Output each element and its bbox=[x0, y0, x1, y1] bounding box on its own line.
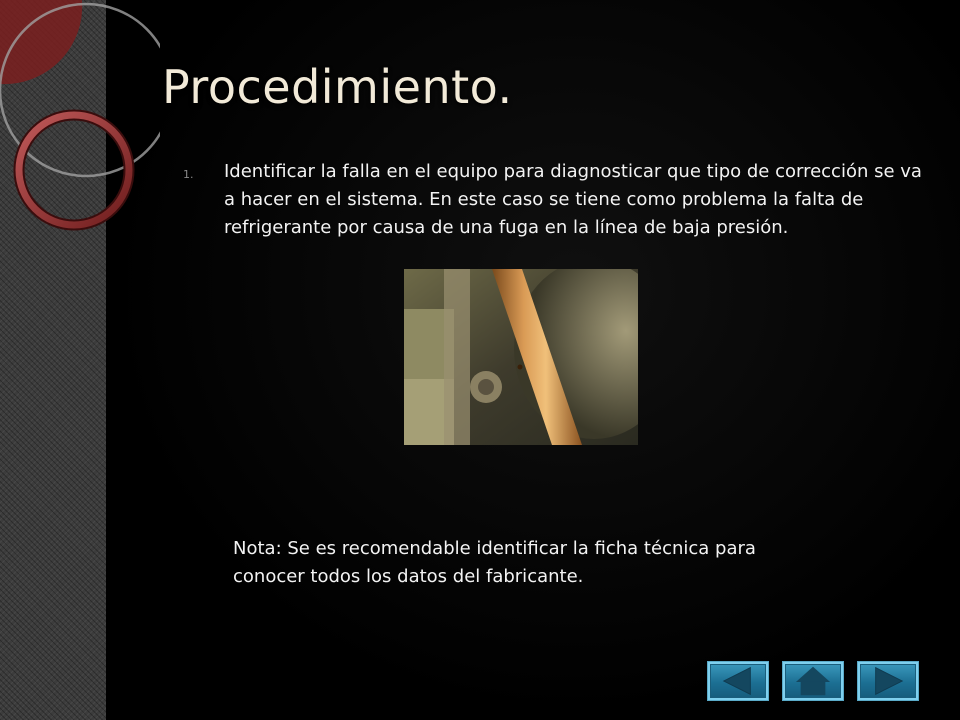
decorative-rings bbox=[0, 0, 160, 240]
triangle-left-icon bbox=[724, 668, 751, 695]
home-button[interactable] bbox=[782, 661, 844, 701]
triangle-right-icon bbox=[876, 668, 903, 695]
slide-title: Procedimiento. bbox=[162, 60, 513, 114]
procedure-step-text: Identificar la falla en el equipo para diagnosticar que tipo de corrección se va a hacer en el sistema. En este caso se tiene como problema la falta de refrigerante por causa de una fuga en la línea de baja presión. bbox=[224, 161, 922, 238]
home-icon bbox=[796, 667, 830, 696]
next-slide-button[interactable] bbox=[857, 661, 919, 701]
previous-slide-button[interactable] bbox=[707, 661, 769, 701]
list-number: 1. bbox=[183, 168, 194, 181]
technical-sheet-note: Nota: Se es recomendable identificar la ficha técnica para conocer todos los datos del fabricante. bbox=[233, 538, 756, 587]
refrigerant-pipe-photo bbox=[404, 269, 638, 445]
